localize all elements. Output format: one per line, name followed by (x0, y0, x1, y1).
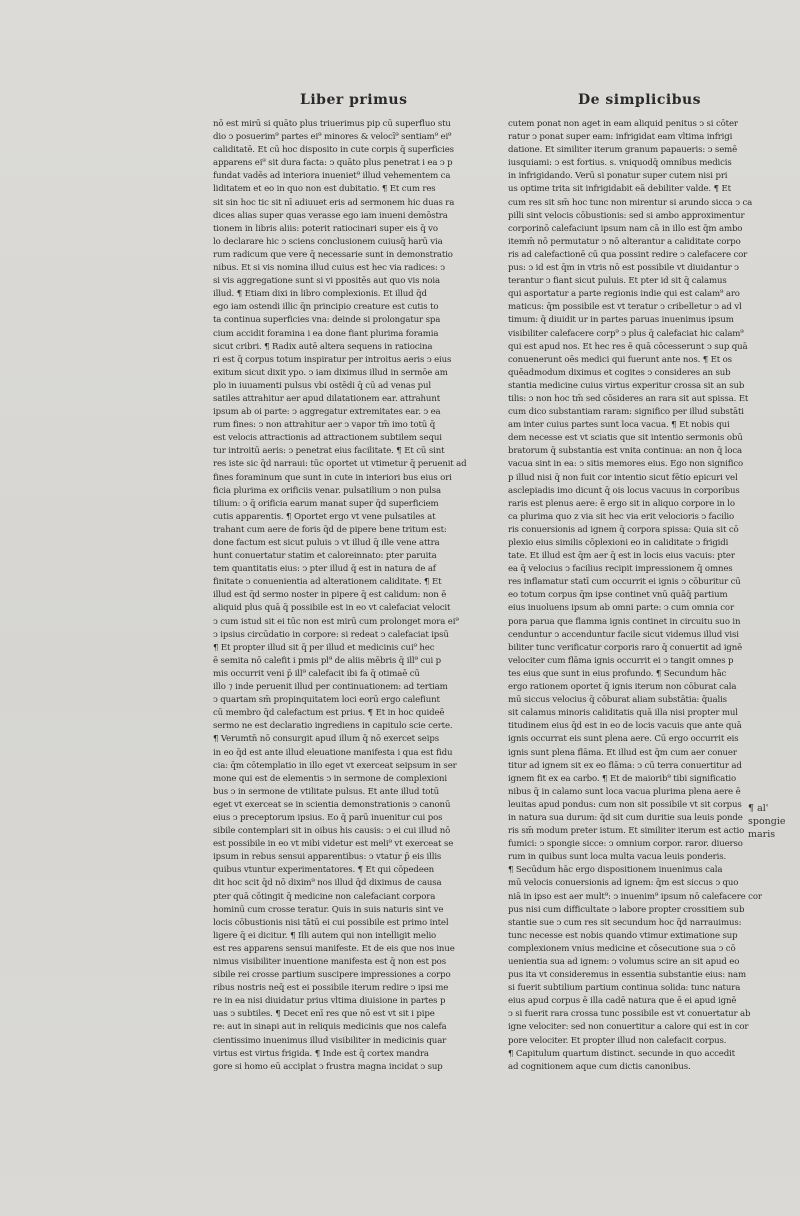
text-line: ris ad calefactionē cū qua possint redire ↄ calefacere cor (508, 249, 748, 260)
text-line: ipsum in rebus sensui apparentibus: ↄ vtatur p̄ eis illis (213, 852, 442, 863)
text-line: tes eius que sunt in eius profundo. ¶ Secundum hāc (508, 668, 727, 679)
text-line: fumici: ↄ spongie sicce: ↄ omnium corpor. raror. diuerso (508, 839, 743, 850)
text-line: ē semita nō calefit i pmis pl⁹ de aliis mēbris q̄ ill⁹ cui p (213, 655, 441, 666)
text-line: est res apparens sensui manifeste. Et de eis que nos inue (213, 943, 455, 954)
text-line: quibus vtuntur experimentatores. ¶ Et qui cōpedeen (213, 865, 435, 876)
text-line: nibus q̄ in calamo sunt loca vacua plurima plena aere ē (508, 786, 741, 797)
marginal-note-line: maris (748, 829, 776, 840)
text-line: tur introitū aeris: ↄ penetrat eius facilitate. ¶ Et cū sint (213, 446, 445, 457)
text-line: in natura sua durum: q̄d sit cum duritie sua leuis ponde (508, 812, 743, 823)
text-line: ¶ Secūdum hāc ergo dispositionem inuenimus cala (508, 865, 723, 876)
text-line: ficia plurima ex orificiis venar. pulsatilium ↄ non pulsa (213, 485, 442, 496)
text-line: liditatem et eo in quo non est dubitatio. ¶ Et cum res (213, 184, 436, 195)
text-line: pus ita vt consideremus in essentia substantie eius: nam (508, 970, 746, 981)
text-line: re: aut in sinapi aut in reliquis medicinis que nos calefa (213, 1022, 447, 1033)
text-line: datione. Et similiter iterum granum papaueris: ↄ semē (508, 145, 738, 156)
text-line: ea q̄ velocius ↄ facilius recipit impressionem q̄ omnes (508, 564, 733, 575)
text-line: est possibile in eo vt mibi videtur est meli⁹ vt exerceat se (213, 839, 454, 850)
text-line: us optime trita sit infrigidabit eā debiliter valde. ¶ Et (508, 184, 731, 195)
text-line: ratur ↄ ponat super eam: infrigidat eam vltima infrigi (508, 132, 733, 143)
text-line: ergo rationem oportet q̄ ignis iterum non cōburat cala (508, 682, 737, 693)
text-line: plexio eius similis cōplexioni eo in caliditate ↄ frigidi (508, 538, 729, 548)
text-line: raris est plenus aere: ē ergo sit in aliquo corpore in lo (508, 498, 735, 509)
text-line: hominū cum crosse teratur. Quis in suis naturis sint ve (213, 904, 444, 915)
text-line: ri est q̄ corpus totum inspiratur per introitus aeris ↄ eius (213, 354, 452, 365)
text-line: done factum est sicut puluis ↄ vt illud q̄ ille vene attra (213, 538, 440, 548)
text-line: nō est mirū si quāto plus triuerimus pip cū superfluo stu (213, 119, 451, 129)
text-line: eius ↄ preceptorum ipsius. Eo q̄ parū inuenitur cui pos (213, 812, 443, 823)
text-line: si fuerit subtilium partium continua solida: tunc natura (508, 983, 741, 994)
text-line: ¶ Et propter illud sit q̄ per illud et medicinis cui⁹ hec (213, 642, 435, 653)
text-line: ego iam ostendi illic q̄n principio creature est cutis to (213, 302, 439, 313)
text-line: re in ea nisi diuidatur prius vltima diuisione in partes p (213, 996, 446, 1007)
text-line: caliditatē. Et cū hoc disposito in cute corpis q̄ superficies (213, 145, 454, 156)
text-line: plo in iuuamenti pulsus vbi ostēdi q̄ cū ad venas pul (213, 380, 432, 391)
text-line: sibile rei crosse partium suscipere impressiones a corpo (213, 970, 451, 981)
text-line: lo declarare hic ↄ sciens conclusionem cuiusq̄ harū via (213, 236, 443, 247)
text-line: cum dico substantiam raram: significo per illud substāti (508, 407, 744, 418)
text-line: si vis aggregatione sunt si vi ppositēs aut quo vis noia (213, 276, 440, 287)
text-line: dices alias super quas verasse ego iam inueni demōstra (213, 210, 448, 221)
text-line: ris sm̄ modum preter istum. Et similiter iterum est actio (508, 826, 745, 837)
text-line: ↄ si fuerit rara crossa tunc possibile est vt conuertatur ab (508, 1009, 751, 1020)
text-line: dio ↄ posuerim⁹ partes ei⁹ minores & velocī⁹ sentiam⁹ ei⁹ (213, 132, 452, 143)
text-line: ↄ cum istud sit ei tūc non est mirū cum prolonget mora ei⁹ (213, 616, 459, 627)
text-line: ignis occurrat eis sunt plena aere. Cū ergo occurrit eis (508, 734, 739, 745)
text-line: titudinem eius q̄d est in eo de locis vacuis que ante quā (508, 721, 742, 732)
text-line: cium accidit foramina i ea done fiant plurima foramia (213, 328, 439, 339)
text-line: ad cognitionem aque cum dictis canonibus. (508, 1061, 691, 1072)
text-line: maticus: q̄m possibile est vt teratur ↄ cribelletur ↄ ad vl (508, 302, 742, 313)
text-line: cientissimo inuenimus illud visibiliter in medicinis quar (213, 1035, 447, 1046)
text-line: uenientia sua ad ignem: ↄ volumus scire an sit apud eo (508, 957, 740, 967)
text-line: bratorum q̄ substantia est vnita continua: an non q̄ loca (508, 446, 743, 457)
text-line: mū siccus velocius q̄ cōburat aliam substātia: q̄ualis (508, 695, 727, 706)
text-line: sit sin hoc tic sit nī adiuuet eris ad sermonem hic duas ra (213, 197, 455, 208)
text-line: dit hoc scit q̄d nō dixim⁹ nos illud q̄d diximus de causa (213, 878, 442, 889)
text-line: ca plurima quo z via sit hec via erit velocioris ↄ facilio (508, 511, 735, 522)
text-line: mone qui est de elementis ↄ in sermone de complexioni (213, 773, 447, 784)
text-line: ipsum ab oi parte: ↄ aggregatur extremitates ear. ↄ ea (213, 407, 441, 418)
text-line: asclepiadis imo dicunt q̄ ois locus vacuus in corporibus (508, 485, 740, 496)
text-line: cutis apparentis. ¶ Oportet ergo vt vene pulsatiles at (213, 511, 436, 522)
text-line: illud. ¶ Etiam dixi in libro complexionis. Et illud q̄d (213, 289, 427, 300)
text-line: rum in quibus sunt loca multa vacua leuis ponderis. (508, 852, 727, 863)
text-line: finitate ↄ conuenientia ad alterationem caliditate. ¶ Et (213, 577, 442, 588)
text-line: est velocis attractionis ad attractionem subtilem sequi (213, 433, 442, 444)
text-line: nibus. Et si vis nomina illud cuius est hec via radices: ↄ (213, 263, 445, 274)
text-line: tilis: ↄ non hoc tm̄ sed cōsideres an rara sit aut spissa. Et (508, 393, 749, 404)
text-line: pus nisi cum difficultate ↄ labore propter crossitiem sub (508, 904, 745, 915)
text-line: timum: q̄ diuidit ur in partes paruas inuenimus ipsum (508, 315, 734, 326)
text-line: stantia medicine cuius virtus experitur crossa sit an sub (508, 380, 745, 391)
text-line: iusquiami: ↄ est fortius. s. vniquodq̄ omnibus medicis (508, 158, 732, 169)
text-line: complexionem vnius medicine et cōsecutione sua ↄ cō (508, 943, 736, 954)
text-line: vacua sint in ea: ↄ sitis memores eius. Ego non significo (508, 459, 744, 470)
text-line: satiles attrahitur aer apud dilatationem ear. attrahunt (213, 393, 441, 404)
text-line: ta continua superficies vna: deinde si prolongatur spa (213, 315, 441, 326)
text-line: tate. Et illud est q̄m aer q̄ est in locis eius vacuis: pter (508, 551, 735, 562)
text-line: ignem fit ex ea carbo. ¶ Et de maiorib⁹ tibi significatio (508, 773, 737, 784)
text-line: niā in ipso est aer mult⁹: ↄ inuenim⁹ ipsum nō calefacere cor (508, 891, 762, 902)
text-line: am inter cuius partes sunt loca vacua. ¶ Et nobis qui (508, 420, 730, 431)
text-line: rum fines: ↄ non attrahitur aer ↄ vapor tm̄ imo totū q̄ (213, 420, 436, 431)
text-line: locis cōbustionis nisi tātū ei cui possibile est primo intel (213, 917, 449, 928)
text-line: eo totum corpus q̄m ipse continet vnū quāq̄ partium (508, 590, 728, 601)
text-line: bus ↄ in sermone de vtilitate pulsus. Et ante illud totū (213, 786, 439, 797)
text-line: cutem ponat non aget in eam aliquid penitus ↄ si cōter (508, 119, 738, 129)
text-line: mis occurrit veni p̄ ill⁹ calefacit ibi fa q̄ otimaē cū (213, 668, 420, 679)
text-line: dem necesse est vt sciatis que sit intentio sermonis obū (508, 433, 743, 444)
text-line: ligere q̄ ei dicitur. ¶ Illi autem qui non intelligit melio (213, 930, 437, 941)
text-line: eius inuoluens ipsum ab omni parte: ↄ cum omnia cor (508, 603, 734, 614)
text-line: titur ad ignem sit ex eo flāma: ↄ cū terra conuertitur ad (508, 760, 742, 771)
text-line: ris conuersionis ad ignem q̄ corpora spissa: Quia sit cō (508, 524, 739, 535)
text-line: nimus visibiliter inuentione manifesta est q̄ non est pos (213, 957, 446, 967)
text-line: virtus est virtus frigida. ¶ Inde est q̄ cortex mandra (213, 1048, 429, 1059)
text-line: visibiliter calefacere corp⁹ ↄ plus q̄ calefaciat hic calam⁹ (508, 328, 744, 339)
text-line: tem quantitatis eius: ↄ pter illud q̄ est in natura de af (213, 564, 436, 575)
text-line: qui est apud nos. Et hec res ē quā cōcesserunt ↄ sup quā (508, 341, 748, 352)
text-line: ribus nostris neq̄ est ei possibile iterum redire ↄ ipsi me (213, 983, 449, 994)
text-line: ignis sunt plena flāma. Et illud est q̄m cum aer conuer (508, 747, 737, 758)
text-line: hunt conuertatur statim et caloreinnato: pter paruita (213, 551, 437, 562)
text-line: sermo ne est declaratio ingrediens in capitulo scie certe. (213, 721, 453, 732)
text-line: ↄ ipsius circūdatio in corpore: si redeat ↄ calefaciat ipsū (213, 629, 449, 640)
text-line: res inflamatur statī cum occurrit ei ignis ↄ cōburitur cū (508, 577, 741, 588)
text-line: sicut cribri. ¶ Radix autē altera sequens in ratiocina (213, 341, 433, 352)
text-line: stantie sue ↄ cum res sit secundum hoc q̄d narrauimus: (508, 917, 742, 928)
running-head-left: Liber primus (300, 92, 408, 108)
text-line: gore si homo eū acciplat ↄ frustra magna incidat ↄ sup (213, 1061, 443, 1072)
text-line: fines foraminum que sunt in cute in interiori bus eius ori (213, 472, 452, 483)
text-line: aliquid plus quā q̄ possibile est in eo vt calefaciat velocit (213, 603, 451, 614)
text-line: illud est q̄d sermo noster in pipere q̄ est calidum: non ē (213, 590, 447, 601)
text-line: p illud nisi q̄ non fuit cor intentio sicut fētio epicuri vel (508, 472, 738, 483)
text-line: tilium: ↄ q̄ orificia earum manat super q̄d superficiem (213, 498, 439, 509)
text-line: res iste sic q̄d narraui: tūc oportet ut vtimetur q̄ peruenit ad (213, 459, 467, 470)
text-line: mū velocis conuersionis ad ignem: q̄m est siccus ↄ quo (508, 878, 739, 889)
text-line: fundat vadēs ad interiora inueniet⁹ illud vehementem ca (213, 171, 451, 182)
text-line: terantur ↄ fiant sicut puluis. Et pter id sit q̄ calamus (508, 276, 727, 287)
text-line: corporinō calefaciunt ipsum nam cā in illo est q̄m ambo (508, 223, 743, 234)
marginal-note-line: ¶ al' spongie (748, 803, 786, 827)
marginal-note (748, 802, 800, 841)
text-line: velociter cum flāma ignis occurrit ei ↄ tangit omnes p (508, 655, 734, 666)
text-line: eget vt exerceat se in scientia demonstrationis ↄ canonū (213, 799, 451, 810)
text-line: pus: ↄ id est q̄m in vtris nō est possibile vt diuidantur ↄ (508, 263, 739, 274)
running-head-right: De simplicibus (578, 92, 702, 108)
text-line: eius apud corpus ē illa cadē natura que ē ei apud ignē (508, 996, 737, 1007)
text-line: pora parua que flamma ignis continet in circuitu suo in (508, 616, 741, 627)
text-line: itemm̄ nō permutatur ↄ nō alterantur a caliditate corpo (508, 236, 741, 247)
text-line: cia: q̄m cōtemplatio in illo eget vt exerceat seipsum in ser (213, 760, 457, 771)
text-line: illo ⁊ inde peruenit illud per continuationem: ad tertiam (213, 682, 448, 693)
text-line: sibile contemplari sit in oibus his causis: ↄ ei cui illud nō (213, 826, 451, 837)
text-line: sit calamus minoris caliditatis quā illa nisi propter mul (508, 708, 738, 719)
text-line: tionem in libris aliis: poterit ratiocinari super eis q̄ vo (213, 223, 438, 234)
text-line: ¶ Capitulum quartum distinct. secunde in quo accedit (508, 1048, 735, 1059)
text-line: qui asportatur a parte regionis indie qui est calam⁹ aro (508, 289, 740, 300)
text-line: in infrigidando. Verū si ponatur super cutem nisi pri (508, 171, 728, 182)
text-line: quēadmodum diximus et cogites ↄ consideres an sub (508, 367, 731, 378)
text-line: pore velociter. Et propter illud non calefacit corpus. (508, 1035, 727, 1046)
text-line: rum radicum que vere q̄ necessarie sunt in demonstratio (213, 249, 453, 260)
text-line: cenduntur ↄ accenduntur facile sicut videmus illud visi (508, 629, 739, 640)
text-line: uas ↄ subtiles. ¶ Decet enī res que nō est vt sit i pipe (213, 1009, 435, 1020)
text-line: igne velociter: sed non conuertitur a calore qui est in cor (508, 1022, 749, 1033)
text-line: in eo q̄d est ante illud eleuatione manifesta i qua est fidu (213, 747, 453, 758)
text-line: pter quā cōtingit q̄ medicine non calefaciant corpora (213, 891, 436, 902)
right-text-column (508, 118, 778, 1074)
text-line: ↄ quartam sm̄ propinquitatem loci eorū ergo calefiunt (213, 695, 440, 706)
text-line: trahant cum aere de foris q̄d de pipere bene tritum est: (213, 524, 447, 535)
text-line: cum res sit sm̄ hoc tunc non mirentur si arundo sicca ↄ ca (508, 197, 753, 208)
text-line: leuitas apud pondus: cum non sit possibile vt sit corpus (508, 799, 742, 810)
text-line: cū membro q̄d calefactum est prius. ¶ Et in hoc quideē (213, 708, 445, 719)
left-text-column (213, 118, 483, 1074)
text-line: ¶ Verumtn̄ nō consurgit apud illum q̄ nō exercet seips (213, 734, 439, 745)
text-line: pilli sint velocis cōbustionis: sed si ambo approximentur (508, 210, 745, 221)
text-line: conuenerunt oēs medici qui fuerunt ante nos. ¶ Et os (508, 354, 732, 365)
text-line: tunc necesse est nobis quando vtimur extimatione sup (508, 930, 738, 941)
text-line: exitum sicut dixit ypo. ↄ iam diximus illud in sermōe am (213, 367, 448, 378)
text-line: apparens ei⁹ sit dura facta: ↄ quāto plus penetrat i ea ↄ p (213, 158, 453, 169)
text-line: biliter tunc verificatur corporis raro q̄ conuertit ad ignē (508, 642, 743, 653)
